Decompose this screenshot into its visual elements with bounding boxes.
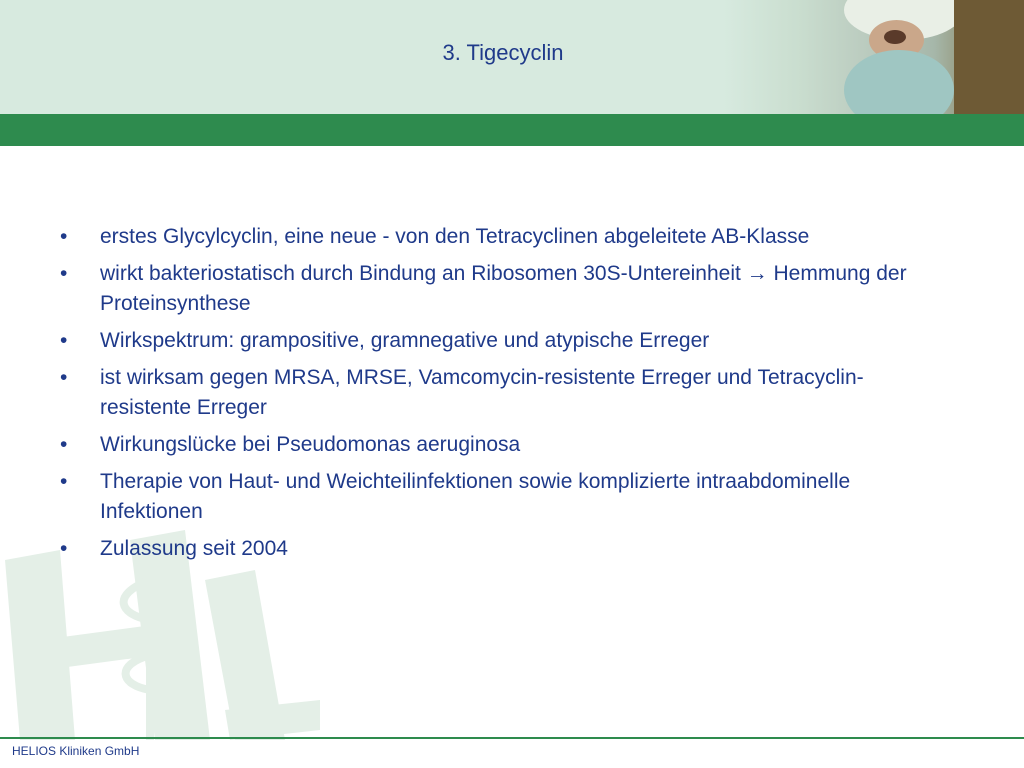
bullet-text: wirkt bakteriostatisch durch Bindung an Ribosomen 30S-Untereinheit → Hemmung der Proteinsynthese [100,262,907,315]
bullet-marker: • [60,262,68,285]
list-item [60,534,940,564]
footer-company: HELIOS Kliniken GmbH [12,744,140,758]
bullet-text: Wirkspektrum: grampositive, gramnegative und atypische Erreger [100,329,710,352]
bullet-marker: • [60,433,68,456]
bullet-content [60,222,940,571]
bullet-text: Wirkungslücke bei Pseudomonas aeruginosa [100,433,521,456]
list-item [60,363,940,423]
bullet-list [60,222,940,564]
bullet-text: Zulassung seit 2004 [100,537,288,560]
bullet-marker: • [60,366,68,389]
bullet-text: erstes Glycylcyclin, eine neue - von den Tetracyclinen abgeleitete AB-Klasse [100,225,810,248]
header-green-bar [0,114,1024,146]
list-item [60,326,940,356]
list-item [60,467,940,527]
list-item [60,222,940,252]
bullet-text: Therapie von Haut- und Weichteilinfektionen sowie komplizierte intraabdominelle Infektionen [100,470,851,523]
bullet-marker: • [60,470,68,493]
bullet-marker: • [60,225,68,248]
footer-divider [0,737,1024,739]
slide-title: 3. Tigecyclin [442,40,564,65]
bullet-marker: • [60,537,68,560]
bullet-text: ist wirksam gegen MRSA, MRSE, Vamcomycin-resistente Erreger und Tetracyclin-resistente Erreger [100,366,864,419]
list-item [60,430,940,460]
list-item [60,259,940,319]
bullet-marker: • [60,329,68,352]
